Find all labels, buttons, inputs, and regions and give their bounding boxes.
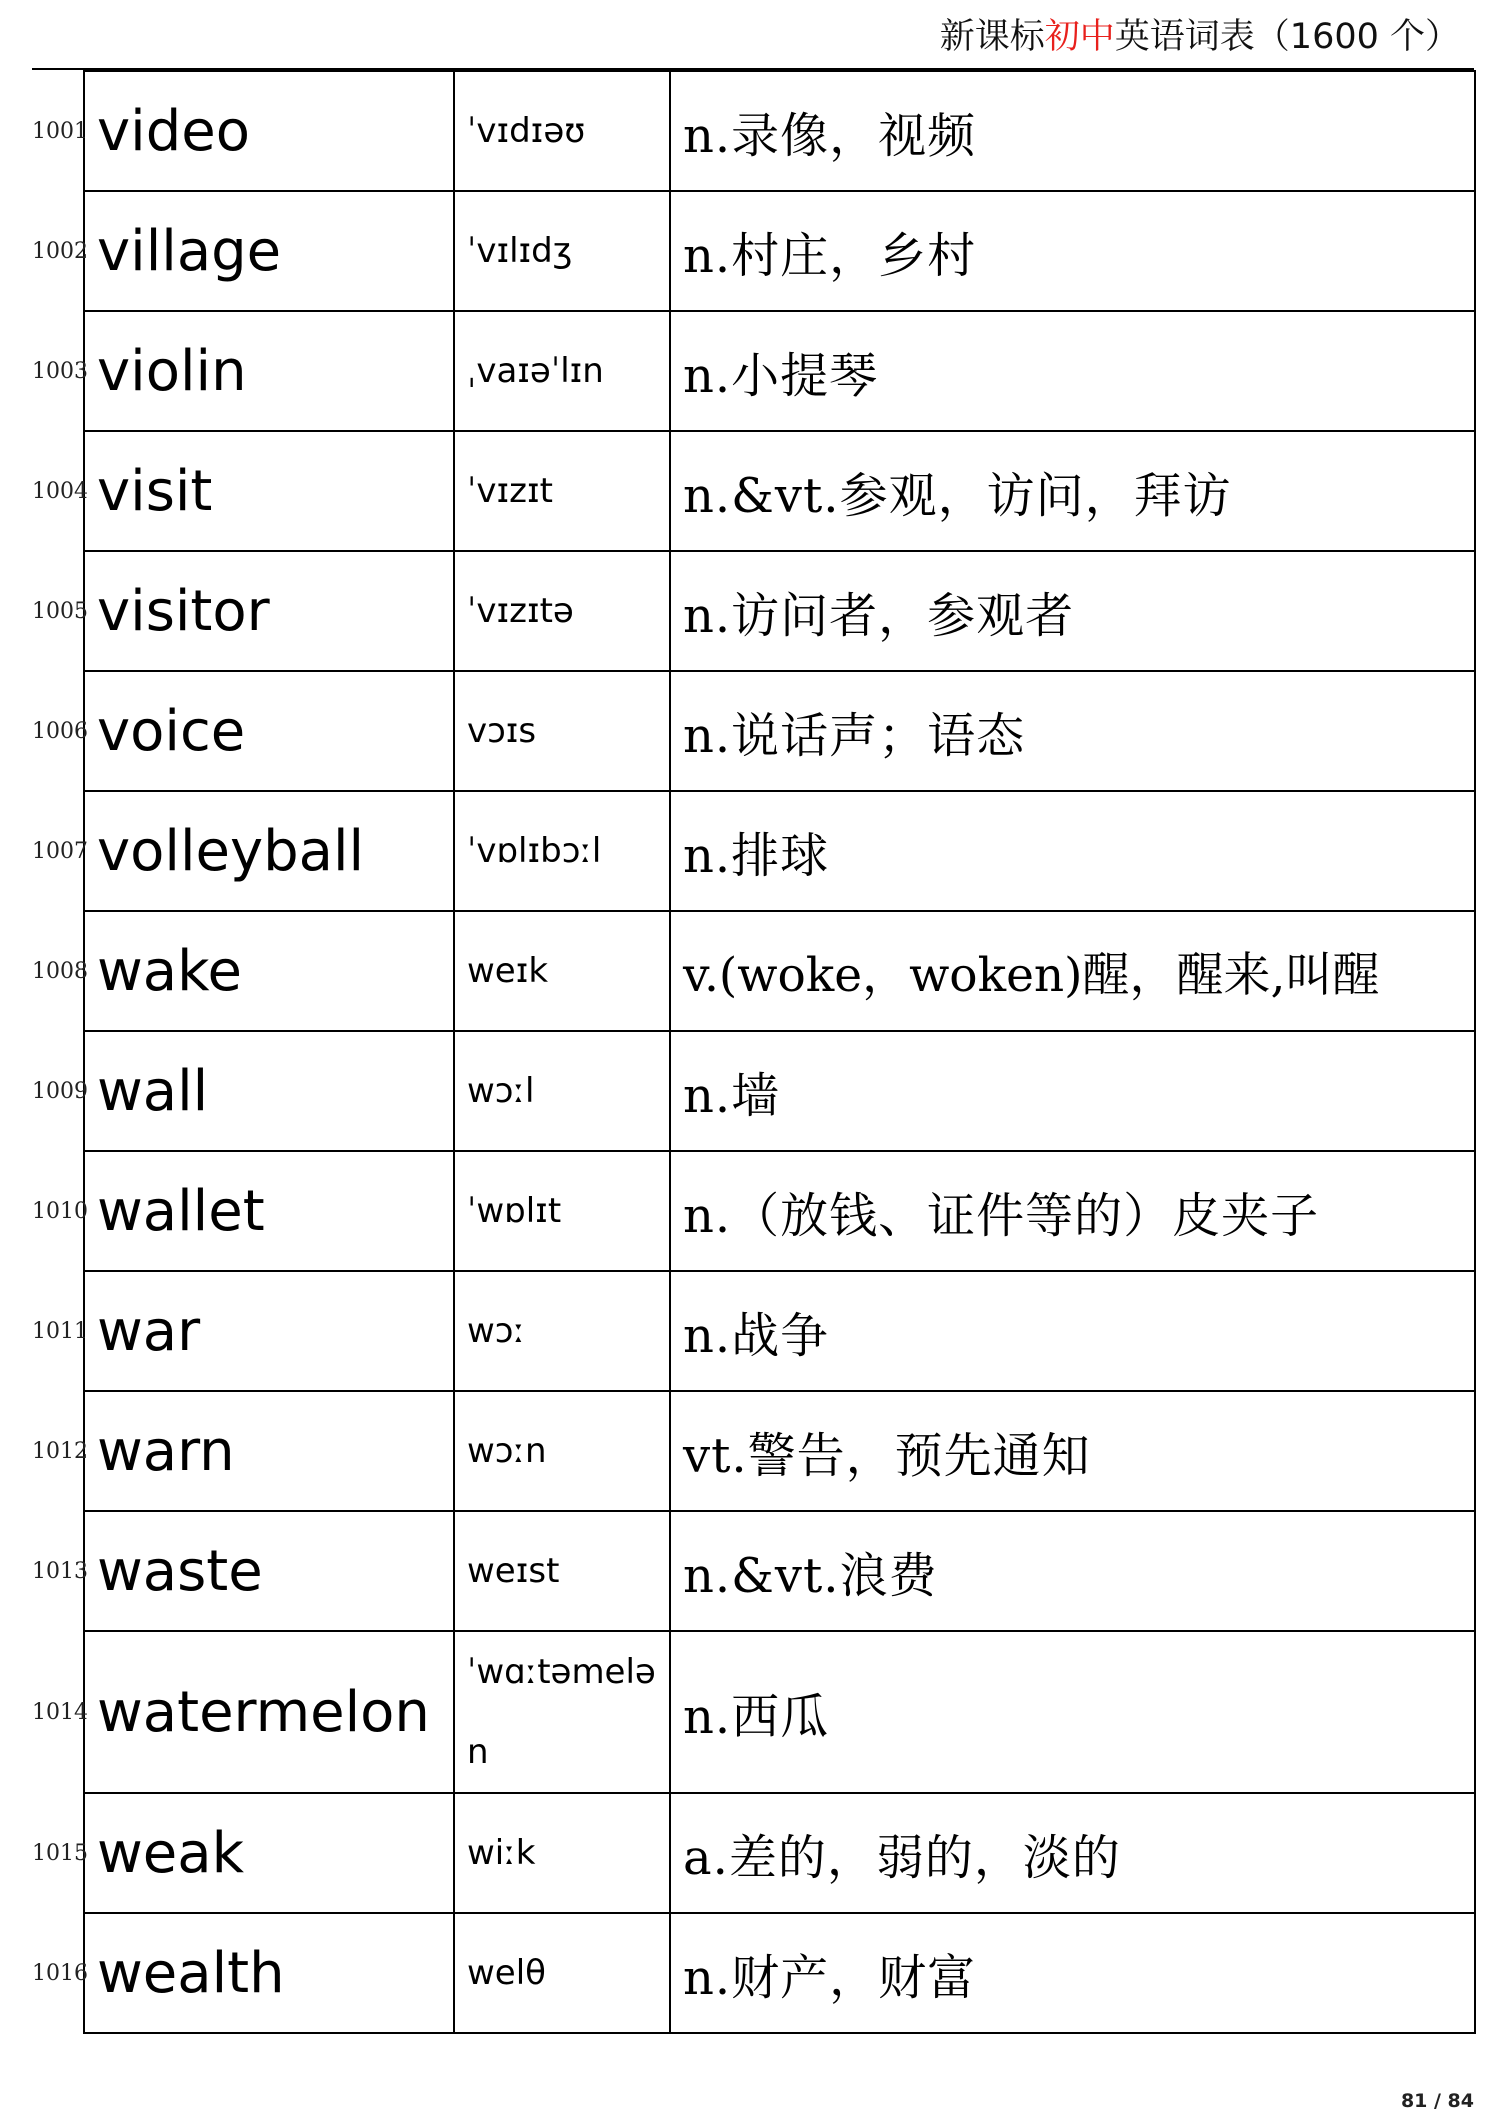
page-number: 81 / 84: [1400, 2090, 1474, 2112]
entry-meaning: n.&vt.参观，访问，拜访: [670, 431, 1475, 551]
entry-meaning: n.录像，视频: [670, 71, 1475, 191]
entry-meaning: n.村庄，乡村: [670, 191, 1475, 311]
entry-number: 1002: [32, 191, 84, 311]
entry-word: waste: [84, 1511, 454, 1631]
table-row: [32, 1271, 1475, 1391]
table-row: [32, 71, 1475, 191]
entry-phonetic: ˈwɑːtəmelən: [454, 1631, 670, 1793]
entry-phonetic: weɪst: [454, 1511, 670, 1631]
entry-phonetic: ˌvaɪəˈlɪn: [454, 311, 670, 431]
entry-phonetic: weɪk: [454, 911, 670, 1031]
table-row: [32, 791, 1475, 911]
table-row: [32, 1793, 1475, 1913]
table-row: [32, 431, 1475, 551]
entry-meaning: a.差的，弱的，淡的: [670, 1793, 1475, 1913]
entry-word: watermelon: [84, 1631, 454, 1793]
entry-phonetic: ˈvɪzɪtə: [454, 551, 670, 671]
entry-phonetic: wɔːn: [454, 1391, 670, 1511]
entry-number: 1009: [32, 1031, 84, 1151]
entry-phonetic: wɔːl: [454, 1031, 670, 1151]
table-row: [32, 1391, 1475, 1511]
entry-phonetic: ˈwɒlɪt: [454, 1151, 670, 1271]
entry-phonetic: ˈvɪlɪdʒ: [454, 191, 670, 311]
entry-phonetic: vɔɪs: [454, 671, 670, 791]
entry-phonetic: ˈvɪzɪt: [454, 431, 670, 551]
table-row: [32, 1151, 1475, 1271]
entry-meaning: n.小提琴: [670, 311, 1475, 431]
entry-word: visit: [84, 431, 454, 551]
entry-number: 1004: [32, 431, 84, 551]
entry-meaning: v.(woke，woken)醒，醒来,叫醒: [670, 911, 1475, 1031]
entry-meaning: n.西瓜: [670, 1631, 1475, 1793]
entry-word: voice: [84, 671, 454, 791]
entry-word: volleyball: [84, 791, 454, 911]
entry-phonetic: wiːk: [454, 1793, 670, 1913]
entry-number: 1014: [32, 1631, 84, 1793]
title-highlight: 初中: [1044, 17, 1115, 57]
vocabulary-table: [32, 70, 1476, 2034]
entry-number: 1013: [32, 1511, 84, 1631]
table-row: [32, 1511, 1475, 1631]
entry-word: war: [84, 1271, 454, 1391]
title-prefix: 新课标: [939, 17, 1045, 57]
entry-number: 1015: [32, 1793, 84, 1913]
entry-number: 1011: [32, 1271, 84, 1391]
entry-meaning: vt.警告，预先通知: [670, 1391, 1475, 1511]
entry-meaning: n.访问者，参观者: [670, 551, 1475, 671]
table-row: [32, 671, 1475, 791]
entry-word: wallet: [84, 1151, 454, 1271]
entry-meaning: n.战争: [670, 1271, 1475, 1391]
entry-meaning: n.排球: [670, 791, 1475, 911]
entry-word: wall: [84, 1031, 454, 1151]
table-row: [32, 1913, 1475, 2033]
entry-number: 1010: [32, 1151, 84, 1271]
entry-word: village: [84, 191, 454, 311]
entry-number: 1008: [32, 911, 84, 1031]
entry-number: 1016: [32, 1913, 84, 2033]
title-suffix: 英语词表（1600 个）: [1114, 17, 1460, 57]
table-row: [32, 1631, 1475, 1793]
entry-word: warn: [84, 1391, 454, 1511]
entry-word: visitor: [84, 551, 454, 671]
entry-number: 1012: [32, 1391, 84, 1511]
entry-phonetic: welθ: [454, 1913, 670, 2033]
entry-word: wake: [84, 911, 454, 1031]
table-row: [32, 1031, 1475, 1151]
entry-number: 1003: [32, 311, 84, 431]
entry-number: 1001: [32, 71, 84, 191]
entry-word: wealth: [84, 1913, 454, 2033]
entry-meaning: n.说话声；语态: [670, 671, 1475, 791]
entry-number: 1005: [32, 551, 84, 671]
entry-phonetic: ˈvɒlɪbɔːl: [454, 791, 670, 911]
entry-phonetic: ˈvɪdɪəʊ: [454, 71, 670, 191]
table-row: [32, 551, 1475, 671]
entry-meaning: n.（放钱、证件等的）皮夹子: [670, 1151, 1475, 1271]
table-row: [32, 311, 1475, 431]
page-header: [32, 0, 1474, 70]
entry-meaning: n.墙: [670, 1031, 1475, 1151]
entry-number: 1006: [32, 671, 84, 791]
table-row: [32, 191, 1475, 311]
entry-word: weak: [84, 1793, 454, 1913]
table-row: [32, 911, 1475, 1031]
entry-phonetic: wɔː: [454, 1271, 670, 1391]
entry-meaning: n.&vt.浪费: [670, 1511, 1475, 1631]
entry-word: violin: [84, 311, 454, 431]
entry-word: video: [84, 71, 454, 191]
entry-meaning: n.财产，财富: [670, 1913, 1475, 2033]
document-title: [940, 14, 1460, 60]
entry-number: 1007: [32, 791, 84, 911]
